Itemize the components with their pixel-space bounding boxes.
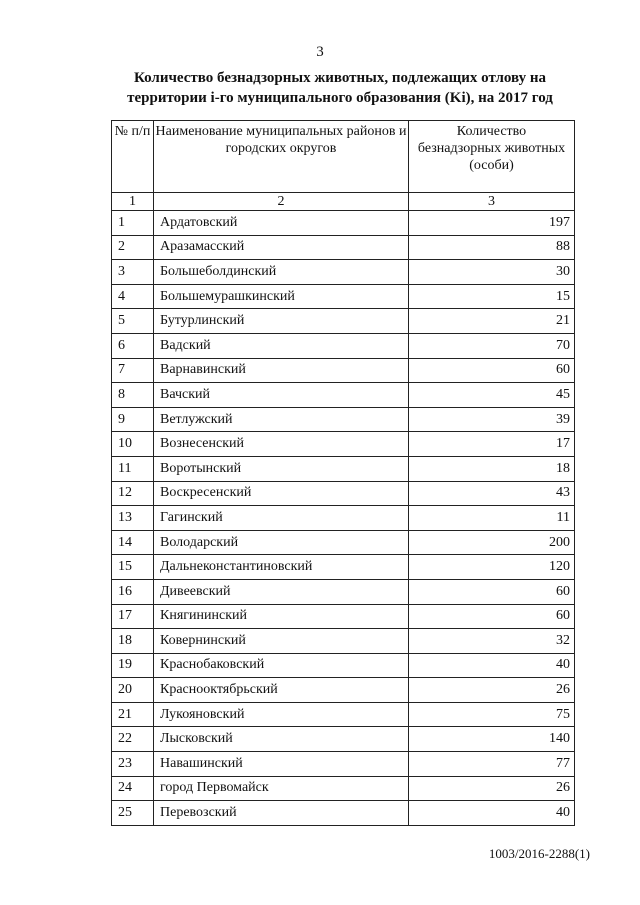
animal-count: 60 — [409, 604, 575, 629]
table-row — [112, 407, 575, 432]
row-number: 15 — [112, 555, 154, 580]
animal-count: 60 — [409, 358, 575, 383]
district-name: город Первомайск — [154, 776, 409, 801]
district-name: Ковернинский — [154, 629, 409, 654]
animal-count: 17 — [409, 432, 575, 457]
animal-count: 45 — [409, 383, 575, 408]
row-number: 11 — [112, 456, 154, 481]
row-number: 16 — [112, 579, 154, 604]
animal-count: 88 — [409, 235, 575, 260]
animal-count: 40 — [409, 801, 575, 826]
animal-count: 77 — [409, 752, 575, 777]
table-row — [112, 678, 575, 703]
animal-count: 30 — [409, 260, 575, 285]
table-row — [112, 530, 575, 555]
header-num: № п/п — [112, 121, 154, 193]
header-count: Количество безнадзорных животных (особи) — [409, 121, 575, 193]
row-number: 12 — [112, 481, 154, 506]
district-name: Княгининский — [154, 604, 409, 629]
title-line-1: Количество безнадзорных животных, подлежащих отлову на — [133, 70, 547, 86]
title-line-2: территории i-го муниципального образования (Ki), на 2017 год — [127, 90, 553, 106]
table-row — [112, 211, 575, 236]
table-row — [112, 727, 575, 752]
animal-count: 70 — [409, 333, 575, 358]
row-number: 9 — [112, 407, 154, 432]
district-name: Дальнеконстантиновский — [154, 555, 409, 580]
row-number: 3 — [112, 260, 154, 285]
table-row — [112, 383, 575, 408]
row-number: 6 — [112, 333, 154, 358]
column-number-3: 3 — [409, 193, 575, 211]
column-number-1: 1 — [112, 193, 154, 211]
row-number: 21 — [112, 702, 154, 727]
table-row — [112, 432, 575, 457]
table-row — [112, 702, 575, 727]
animal-count: 197 — [409, 211, 575, 236]
row-number: 7 — [112, 358, 154, 383]
row-number: 8 — [112, 383, 154, 408]
table-row — [112, 776, 575, 801]
district-name: Лысковский — [154, 727, 409, 752]
animal-count: 60 — [409, 579, 575, 604]
row-number: 25 — [112, 801, 154, 826]
table-row — [112, 752, 575, 777]
district-name: Вознесенский — [154, 432, 409, 457]
table-row — [112, 481, 575, 506]
row-number: 1 — [112, 211, 154, 236]
district-name: Ардатовский — [154, 211, 409, 236]
animal-count: 39 — [409, 407, 575, 432]
district-name: Варнавинский — [154, 358, 409, 383]
district-name: Дивеевский — [154, 579, 409, 604]
column-number-row — [112, 193, 575, 211]
table-body — [112, 211, 575, 826]
district-name: Краснооктябрьский — [154, 678, 409, 703]
table-row — [112, 260, 575, 285]
district-name: Краснобаковский — [154, 653, 409, 678]
animal-count: 26 — [409, 776, 575, 801]
animals-table — [111, 120, 575, 826]
row-number: 13 — [112, 506, 154, 531]
column-number-2: 2 — [154, 193, 409, 211]
row-number: 23 — [112, 752, 154, 777]
row-number: 10 — [112, 432, 154, 457]
table-row — [112, 555, 575, 580]
animal-count: 75 — [409, 702, 575, 727]
district-name: Воскресенский — [154, 481, 409, 506]
row-number: 22 — [112, 727, 154, 752]
row-number: 5 — [112, 309, 154, 334]
document-title — [60, 68, 620, 108]
table-row — [112, 456, 575, 481]
table-row — [112, 235, 575, 260]
table-row — [112, 309, 575, 334]
district-name: Аразамасский — [154, 235, 409, 260]
animal-count: 200 — [409, 530, 575, 555]
district-name: Володарский — [154, 530, 409, 555]
table-row — [112, 358, 575, 383]
district-name: Ветлужский — [154, 407, 409, 432]
district-name: Большеболдинский — [154, 260, 409, 285]
animal-count: 40 — [409, 653, 575, 678]
table-row — [112, 629, 575, 654]
table-row — [112, 801, 575, 826]
animal-count: 43 — [409, 481, 575, 506]
table-row — [112, 604, 575, 629]
district-name: Бутурлинский — [154, 309, 409, 334]
row-number: 18 — [112, 629, 154, 654]
animal-count: 15 — [409, 284, 575, 309]
animal-count: 18 — [409, 456, 575, 481]
district-name: Навашинский — [154, 752, 409, 777]
table-row — [112, 333, 575, 358]
table-row — [112, 284, 575, 309]
table-row — [112, 653, 575, 678]
animal-count: 11 — [409, 506, 575, 531]
table-row — [112, 506, 575, 531]
table-row — [112, 579, 575, 604]
district-name: Гагинский — [154, 506, 409, 531]
district-name: Вадский — [154, 333, 409, 358]
row-number: 24 — [112, 776, 154, 801]
animal-count: 32 — [409, 629, 575, 654]
document-code: 1003/2016-2288(1) — [488, 846, 590, 861]
row-number: 2 — [112, 235, 154, 260]
animal-count: 120 — [409, 555, 575, 580]
animal-count: 26 — [409, 678, 575, 703]
row-number: 14 — [112, 530, 154, 555]
header-name: Наименование муниципальных районов и городских округов — [154, 121, 409, 193]
district-name: Большемурашкинский — [154, 284, 409, 309]
district-name: Лукояновский — [154, 702, 409, 727]
row-number: 20 — [112, 678, 154, 703]
animal-count: 21 — [409, 309, 575, 334]
animal-count: 140 — [409, 727, 575, 752]
district-name: Воротынский — [154, 456, 409, 481]
row-number: 4 — [112, 284, 154, 309]
district-name: Перевозский — [154, 801, 409, 826]
page-number: 3 — [316, 44, 324, 60]
table-header-row — [112, 121, 575, 193]
row-number: 19 — [112, 653, 154, 678]
row-number: 17 — [112, 604, 154, 629]
district-name: Вачский — [154, 383, 409, 408]
